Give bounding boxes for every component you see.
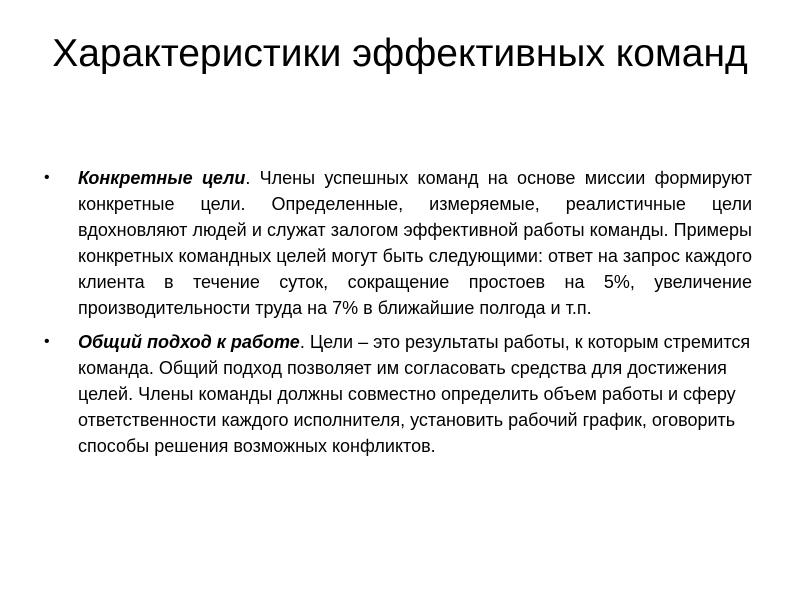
bullet-list	[40, 165, 752, 467]
bullet-item-specific-goals	[40, 165, 752, 321]
bullet-marker: •	[44, 333, 50, 350]
bullet-marker: •	[44, 169, 50, 186]
bullet-text	[78, 329, 752, 459]
slide-title: Характеристики эффективных команд	[52, 32, 748, 75]
bullet-body: . Цели – это результаты работы, к которым стремится команда. Общий подход позволяет им согласовать средства для достижения целей. Члены команды должны совместно определить объем работы и сферу ответственности каждого исполнителя, установить рабочий график, оговорить способы решения возможных конфликтов.	[78, 332, 751, 456]
bullet-body: . Члены успешных команд на основе миссии формируют конкретные цели. Определенные, измеряемые, реалистичные цели вдохновляют людей и служат залогом эффективной работы команды. Примеры конкретных командных целей могут быть следующими: ответ на запрос каждого клиента в течение суток, сокращение простоев на 5%, увеличение производительности труда на 7% в ближайшие полгода и т.п.	[78, 168, 752, 318]
bullet-term: Общий подход к работе	[78, 332, 300, 352]
bullet-item-common-approach	[40, 329, 752, 459]
bullet-term: Конкретные цели	[78, 168, 246, 188]
bullet-text	[78, 165, 752, 321]
